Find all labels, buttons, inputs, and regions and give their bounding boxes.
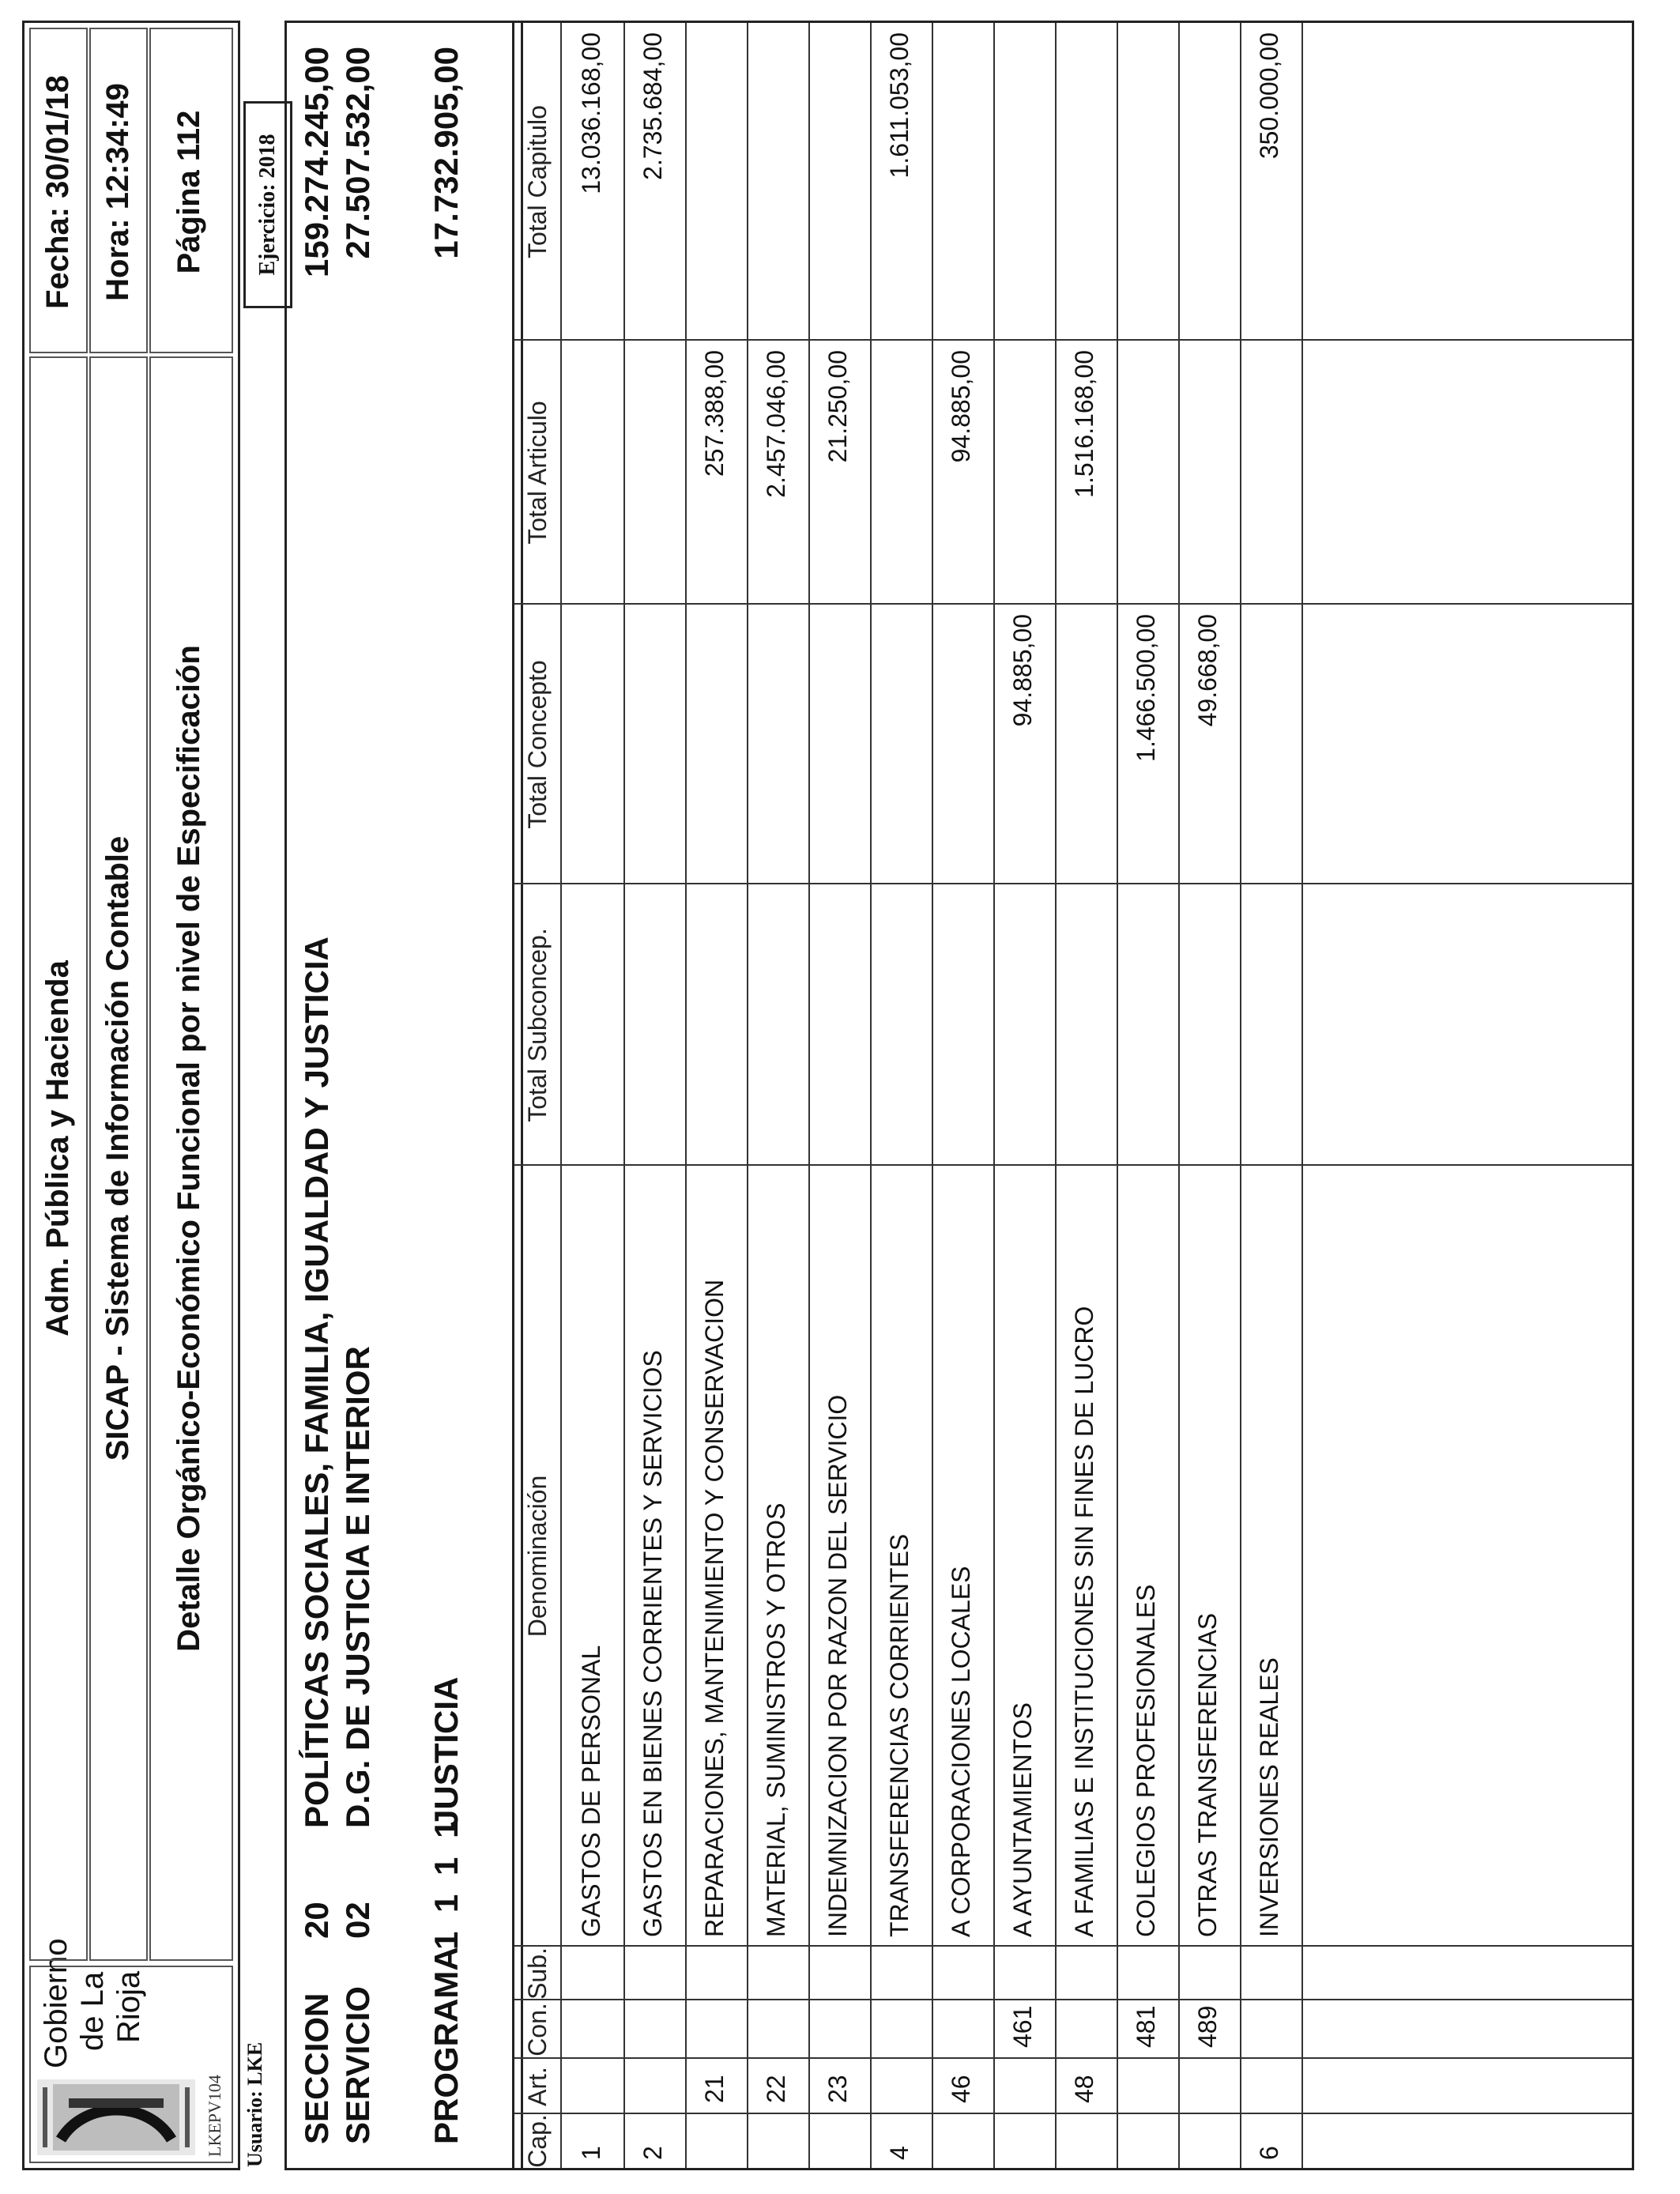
cell-den: TRANSFERENCIAS CORRIENTES: [885, 1533, 913, 1937]
org-name-line1: Gobierno: [39, 1938, 73, 2068]
servicio-label: SERVICIO: [339, 1986, 376, 2144]
col-header-con: Con.: [523, 2003, 552, 2056]
servicio-total: 27.507.532,00: [339, 47, 376, 259]
cell-den: MATERIAL, SUMINISTROS Y OTROS: [762, 1502, 790, 1937]
cell-tsub: [1240, 884, 1298, 1166]
cell-con: [685, 2000, 744, 2059]
user-label: Usuario: LKE: [243, 2041, 266, 2167]
report-date: Fecha: 30/01/18: [40, 75, 75, 309]
cell-sub: [932, 1947, 990, 2000]
cell-sub: [1240, 1947, 1298, 2000]
cell-art: 46: [947, 2075, 975, 2103]
servicio-code: 02: [339, 1902, 376, 1939]
cell-cap: [1117, 2114, 1175, 2168]
cell-tsub: [993, 884, 1052, 1166]
cell-cap: [747, 2114, 805, 2168]
cell-art: 23: [823, 2075, 852, 2103]
seccion-code: 20: [298, 1902, 335, 1939]
header-title-3: Detalle Orgánico-Económico Funcional por nivel de Especificación: [171, 645, 206, 1652]
cell-tart: 94.885,00: [947, 350, 975, 463]
cell-tsub: [562, 884, 620, 1166]
cell-sub: [747, 1947, 805, 2000]
cell-art: [870, 2059, 929, 2114]
programa-total: 17.732.905,00: [428, 47, 465, 259]
cell-art: [1117, 2059, 1175, 2114]
cell-tcap: 13.036.168,00: [577, 32, 605, 194]
cell-tsub: [808, 884, 867, 1166]
cell-cap: [993, 2114, 1052, 2168]
cell-tart: [623, 341, 682, 605]
cell-tart: [870, 341, 929, 605]
cell-con: [623, 2000, 682, 2059]
cell-den: GASTOS DE PERSONAL: [577, 1645, 605, 1937]
cell-tsub: [1117, 884, 1175, 1166]
cell-tcon: 49.668,00: [1193, 614, 1222, 727]
col-header-sub: Sub.: [523, 1947, 552, 2000]
cell-tart: 257.388,00: [700, 350, 729, 477]
cell-art: [623, 2059, 682, 2114]
cell-den: INVERSIONES REALES: [1255, 1657, 1283, 1937]
cell-art: [1240, 2059, 1298, 2114]
cell-sub: [1178, 1947, 1237, 2000]
cell-tart: [562, 341, 620, 605]
cell-tcap: [1055, 23, 1113, 341]
cell-tcon: [932, 605, 990, 884]
report-header: [22, 21, 240, 2170]
org-name-line3: Rioja: [111, 1970, 146, 2043]
cell-tsub: [623, 884, 682, 1166]
cell-con: [932, 2000, 990, 2059]
cell-tcon: [685, 605, 744, 884]
cell-art: [993, 2059, 1052, 2114]
col-header-total-articulo: Total Articulo: [523, 401, 552, 545]
header-title-1: Adm. Pública y Hacienda: [40, 960, 75, 1336]
col-header-total-subconcepto: Total Subconcep.: [523, 928, 552, 1122]
cell-tcon: [747, 605, 805, 884]
cell-tcon: [870, 605, 929, 884]
rioja-logo-icon: [37, 2079, 195, 2155]
cell-tcon: [562, 605, 620, 884]
cell-tcon: [1055, 605, 1113, 884]
cell-den: A AYUNTAMIENTOS: [1008, 1702, 1037, 1937]
cell-den: COLEGIOS PROFESIONALES: [1132, 1584, 1160, 1937]
cell-tsub: [747, 884, 805, 1166]
cell-tcap: [1178, 23, 1237, 341]
programa-label: PROGRAMA: [428, 1947, 465, 2144]
cell-cap: [808, 2114, 867, 2168]
cell-tcap: [1117, 23, 1175, 341]
cell-tcap: [932, 23, 990, 341]
section-block: [284, 21, 523, 2170]
col-header-total-capitulo: Total Capitulo: [523, 105, 552, 258]
cell-con: [1055, 2000, 1113, 2059]
servicio-name: D.G. DE JUSTICIA E INTERIOR: [339, 1346, 376, 1828]
cell-art: 21: [700, 2075, 729, 2103]
cell-con: [870, 2000, 929, 2059]
report-code: LKEPV104: [205, 2075, 224, 2157]
cell-den: A FAMILIAS E INSTITUCIONES SIN FINES DE LUCRO: [1070, 1306, 1098, 1937]
col-header-total-concepto: Total Concepto: [523, 660, 552, 829]
cell-con: [1240, 2000, 1298, 2059]
report-time: Hora: 12:34:49: [100, 83, 135, 301]
cell-tcon: 1.466.500,00: [1132, 614, 1160, 762]
cell-cap: 1: [577, 2146, 605, 2160]
cell-tsub: [870, 884, 929, 1166]
col-header-denominacion: Denominación: [523, 1475, 552, 1638]
cell-con: 489: [1193, 2005, 1222, 2048]
cell-tcon: 94.885,00: [1008, 614, 1037, 727]
cell-cap: [1055, 2114, 1113, 2168]
cell-sub: [685, 1947, 744, 2000]
cell-tcap: 350.000,00: [1255, 32, 1283, 160]
cell-sub: [870, 1947, 929, 2000]
cell-con: 461: [1008, 2005, 1037, 2048]
cell-cap: 2: [638, 2146, 667, 2160]
header-title-2: SICAP - Sistema de Información Contable: [100, 835, 135, 1461]
budget-table: [512, 21, 1634, 2170]
cell-art: [1178, 2059, 1237, 2114]
seccion-total: 159.274.245,00: [298, 47, 335, 277]
cell-tcon: [623, 605, 682, 884]
cell-tart: 2.457.046,00: [762, 350, 790, 498]
cell-tsub: [685, 884, 744, 1166]
seccion-label: SECCION: [298, 1992, 335, 2144]
cell-tart: [1117, 341, 1175, 605]
cell-tcap: [747, 23, 805, 341]
logo-box: [29, 1938, 233, 2163]
cell-con: [747, 2000, 805, 2059]
cell-tart: [1240, 341, 1298, 605]
cell-sub: [562, 1947, 620, 2000]
cell-art: 48: [1070, 2075, 1098, 2103]
cell-art: 22: [762, 2075, 790, 2103]
org-name-line2: de La: [75, 1971, 110, 2051]
programa-name: JUSTICIA: [428, 1676, 465, 1828]
col-header-cap: Cap.: [523, 2114, 552, 2168]
cell-tsub: [1178, 884, 1237, 1166]
cell-con: [562, 2000, 620, 2059]
page-number: Página 112: [171, 110, 206, 274]
cell-tart: [993, 341, 1052, 605]
cell-art: [562, 2059, 620, 2114]
cell-den: REPARACIONES, MANTENIMIENTO Y CONSERVACION: [700, 1279, 729, 1937]
cell-sub: [623, 1947, 682, 2000]
cell-cap: [685, 2114, 744, 2168]
cell-den: INDEMNIZACION POR RAZON DEL SERVICIO: [823, 1394, 852, 1937]
cell-tcap: 1.611.053,00: [885, 32, 913, 179]
cell-sub: [1055, 1947, 1113, 2000]
fiscal-year-label: Ejercicio: 2018: [255, 134, 280, 276]
cell-tcap: 2.735.684,00: [638, 32, 667, 180]
cell-con: [808, 2000, 867, 2059]
cell-cap: [1178, 2114, 1237, 2168]
cell-tcon: [1240, 605, 1298, 884]
row-divider: [1301, 23, 1303, 2168]
cell-sub: [808, 1947, 867, 2000]
cell-den: GASTOS EN BIENES CORRIENTES Y SERVICIOS: [638, 1350, 667, 1937]
cell-cap: [932, 2114, 990, 2168]
cell-sub: [993, 1947, 1052, 2000]
cell-tart: 1.516.168,00: [1070, 350, 1098, 498]
cell-cap: 4: [885, 2146, 913, 2160]
cell-tart: [1178, 341, 1237, 605]
cell-cap: 6: [1255, 2146, 1283, 2160]
seccion-name: POLÍTICAS SOCIALES, FAMILIA, IGUALDAD Y JUSTICIA: [298, 937, 335, 1828]
cell-den: A CORPORACIONES LOCALES: [947, 1566, 975, 1937]
col-header-art: Art.: [523, 2067, 552, 2106]
cell-tart: 21.250,00: [823, 350, 852, 463]
cell-sub: [1117, 1947, 1175, 2000]
cell-tcap: [685, 23, 744, 341]
cell-tcap: [808, 23, 867, 341]
cell-den: OTRAS TRANSFERENCIAS: [1193, 1612, 1222, 1937]
cell-tsub: [1055, 884, 1113, 1166]
cell-con: 481: [1132, 2005, 1160, 2048]
cell-tsub: [932, 884, 990, 1166]
cell-tcap: [993, 23, 1052, 341]
cell-tcon: [808, 605, 867, 884]
programa-code: 1 1 1 1: [428, 1815, 465, 1950]
